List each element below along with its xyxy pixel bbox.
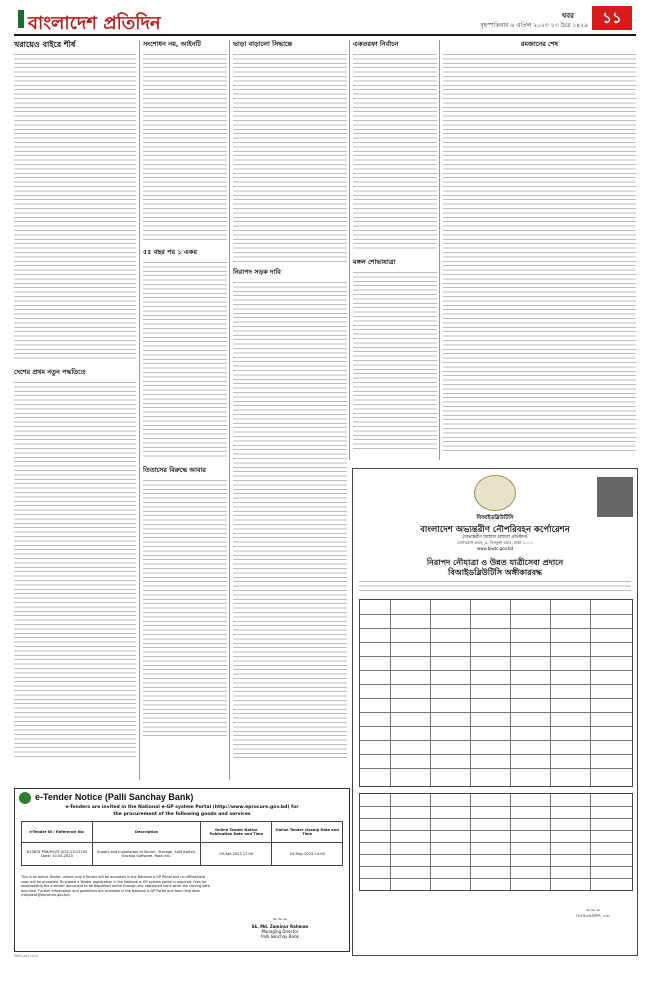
article-column-3 <box>233 40 347 780</box>
headline: রমজানের শেষ <box>520 40 559 48</box>
tender-signature-block <box>225 917 335 939</box>
table-header: Description <box>93 822 201 843</box>
headline: তিতাসের বিরুদ্ধে আবার <box>143 466 207 474</box>
headline: নিরাপদ সড়ক দাবি <box>233 268 281 276</box>
logo-text: বাংলাদেশ প্রতিদিন <box>28 13 161 34</box>
headline: সংশোধন নয়, আইনটি <box>143 40 201 48</box>
article-column-2 <box>143 40 227 780</box>
article-body <box>143 260 227 460</box>
article-body <box>353 270 437 450</box>
biwtc-advertisement <box>352 468 638 956</box>
ad-website: www.biwtc.gov.bd <box>476 546 514 551</box>
signatory-title: Managing Director <box>261 929 299 934</box>
article-column-1 <box>14 40 136 780</box>
biwtc-emblem-icon <box>474 475 516 511</box>
page-number: ১১ <box>592 6 632 30</box>
article-body <box>143 478 227 738</box>
signatory-name: Sk. Md. Zaminur Rahman <box>251 924 309 929</box>
table-header: e-Tender ID / Reference No: <box>22 822 93 843</box>
tender-notice <box>14 788 350 952</box>
ad-intro-text <box>359 579 631 595</box>
tender-title: e-Tender Notice (Palli Sanchay Bank) <box>35 792 194 802</box>
newspaper-logo <box>18 6 168 34</box>
ad-address: যোগাযোগ ভবন, ৫, দিলকুশা বা/এ, ঢাকা-১০০০ <box>456 540 534 545</box>
headline: খরায়েও বাইরে শীর্ষ <box>14 40 76 49</box>
article-body <box>14 52 136 362</box>
ad-org-name: বাংলাদেশ অভ্যন্তরীণ নৌপরিবহন কর্পোরেশন <box>420 525 570 535</box>
tender-subtitle: e-Tenders are invited in the National e-GP system Portal (http://www.eprocure.gov.bd) for <box>65 805 299 810</box>
date-line: বৃহস্পতিবার ৬ এপ্রিল ২০২৩ ২৩ চৈত্র ১৪২৯ <box>480 22 588 29</box>
signature-scribble: ~~~ <box>585 907 601 914</box>
headline: ভাড়া বাড়ালো সিদ্ধান্তে <box>233 40 293 48</box>
article-body <box>143 52 227 242</box>
ad-signature-block <box>553 909 633 919</box>
logo-mark-icon <box>18 10 24 28</box>
column-rule <box>349 40 350 460</box>
signature-scribble: ~~~ <box>272 916 288 923</box>
ad-org-sub: (অভ্যন্তরীণ জাহাজ চলাচল প্রতিষ্ঠান) <box>462 535 528 540</box>
article-column-4 <box>353 40 437 460</box>
table-header: Online Tender closing Date and Time <box>272 822 343 843</box>
table-cell: 03-May-2023 14:00 <box>272 843 343 866</box>
article-body <box>233 280 347 760</box>
masthead <box>14 4 636 36</box>
table-cell: 813876 PSB/HO/IT-4/22-23/12150 Date: 10.04.2023 <box>22 843 93 866</box>
headline: মঙ্গল শোভাযাত্রা <box>353 258 396 266</box>
article-body <box>353 52 437 252</box>
tender-table <box>21 821 343 866</box>
column-rule <box>439 40 440 460</box>
headline: দেশের প্রথম নতুন পদ্ধতিতে <box>14 368 86 376</box>
column-rule <box>139 40 140 780</box>
footer-code: জিডি-৩৫৫২/২৩ <box>14 954 38 958</box>
schedule-table-2 <box>359 793 633 891</box>
article-body <box>233 52 347 262</box>
ad-headline-2: বিআইডব্লিউটিসি অঙ্গীকারবদ্ধ <box>448 568 542 577</box>
table-row <box>22 843 343 866</box>
tender-subtitle-2: the procurement of the following goods and services <box>113 812 251 817</box>
schedule-table <box>359 599 633 787</box>
headline: ৫৫ বছর পর ১ একর <box>143 248 197 256</box>
table-cell: Supply and installation of Server, Storage, SAN Switch, Backup Software, Rack etc. <box>93 843 201 866</box>
article-body <box>443 52 636 452</box>
table-header: Online Tender Notice Publication Date and Time <box>201 822 272 843</box>
ad-signature: বিআইডব্লিউটিসি, ঢাকা <box>576 913 610 918</box>
ad-headline: নিরাপদ নৌযাত্রা ও উন্নত যাত্রীসেবা প্রদানে <box>426 558 564 567</box>
headline: একতরফা নির্বাচন <box>353 40 399 48</box>
column-rule <box>229 40 230 780</box>
portrait-photo <box>597 477 633 517</box>
article-body <box>14 380 136 760</box>
ad-org-short: বিআইডব্লিউটিসি <box>476 515 514 521</box>
table-cell: 05-Apr-2023 17:00 <box>201 843 272 866</box>
bank-logo-icon <box>19 792 31 804</box>
section-label: খবর <box>561 12 574 20</box>
signatory-org: Palli Sanchay Bank <box>261 934 299 939</box>
tender-note: This is an online Tender, where only e-Tender will be accepted in the National e-GP Portal and no offline/hard copy will be accepted. To submit e-Tender registration in the National e-GP system portal is required. Fees for downloading the e-tender document to be deposited online through any registered bank while the closing date and time. Further information and guidelines are available in the National e-GP Portal and from help desk (helpdesk@eprocure.gov.bd) <box>21 875 210 898</box>
article-column-5 <box>443 40 636 460</box>
